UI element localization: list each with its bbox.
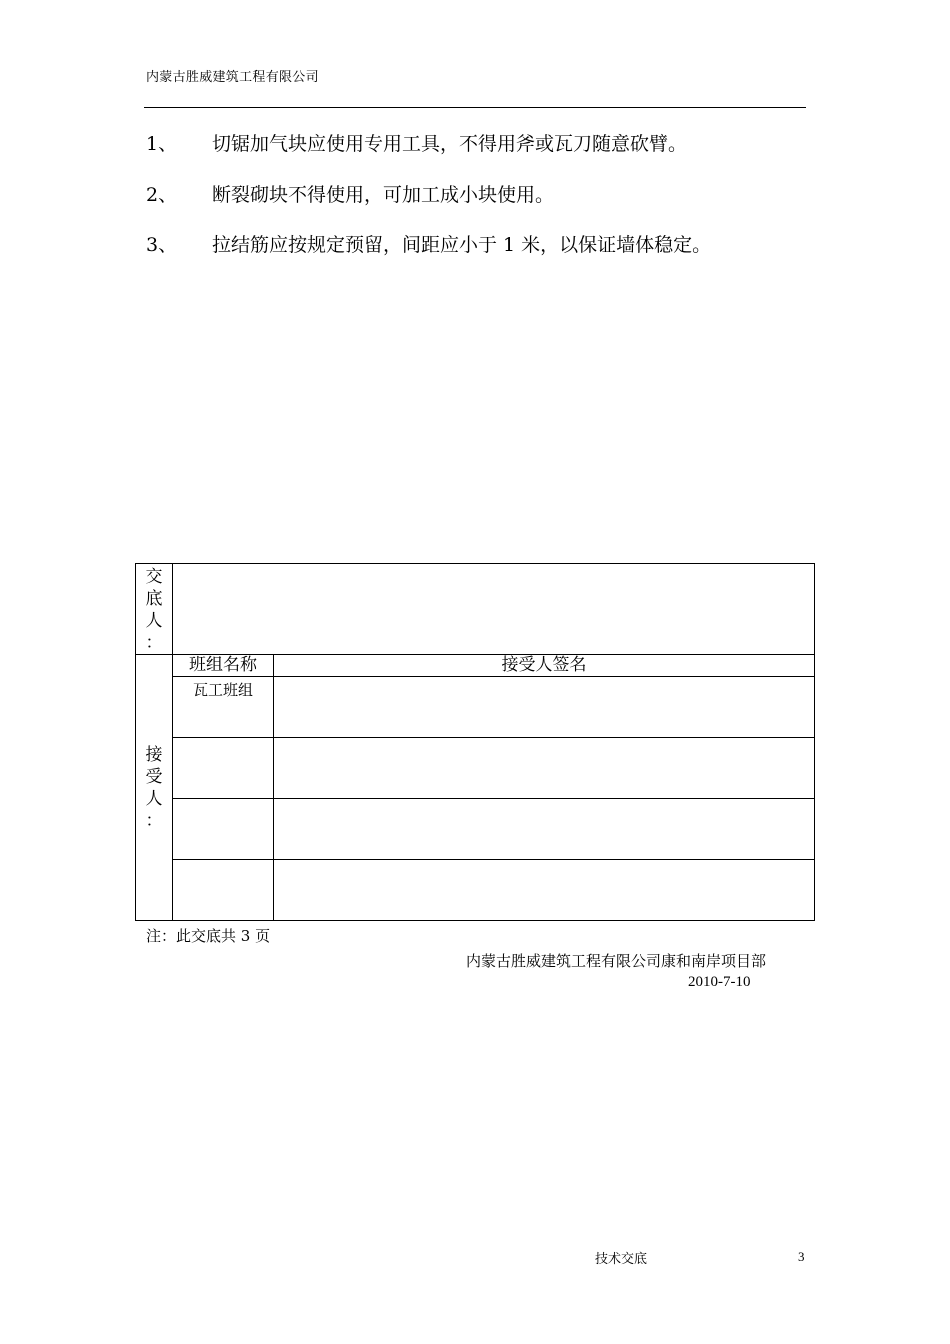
signature-table	[135, 563, 815, 921]
list-item	[146, 180, 554, 207]
footer-date: 2010-7-10	[688, 974, 751, 990]
team-name-cell[interactable]	[173, 860, 274, 921]
signature-cell[interactable]	[274, 677, 815, 738]
list-item	[146, 230, 711, 257]
table-row	[136, 738, 815, 799]
list-item	[146, 129, 687, 156]
team-name-cell[interactable]: 瓦工班组	[173, 677, 274, 738]
item-text: 拉结筋应按规定预留，间距应小于 1 米，以保证墙体稳定。	[212, 234, 712, 256]
signature-cell[interactable]	[274, 799, 815, 860]
team-name-header: 班组名称	[173, 655, 274, 677]
item-text: 切锯加气块应使用专用工具，不得用斧或瓦刀随意砍臂。	[212, 133, 688, 155]
page-footer-doc-type: 技术交底	[595, 1252, 648, 1267]
footer-company-dept: 内蒙古胜威建筑工程有限公司康和南岸项目部	[466, 952, 767, 970]
team-name-cell[interactable]	[173, 799, 274, 860]
signature-header: 接受人签名	[274, 655, 815, 677]
team-name-cell[interactable]	[173, 738, 274, 799]
table-row	[136, 860, 815, 921]
page-count-note: 注：此交底共 3 页	[146, 927, 271, 945]
header-company: 内蒙古胜威建筑工程有限公司	[146, 70, 319, 85]
item-text: 断裂砌块不得使用，可加工成小块使用。	[212, 184, 555, 206]
discloser-signature-cell[interactable]	[173, 564, 815, 655]
item-number: 3、	[146, 234, 178, 256]
discloser-label: 交 底 人 ：	[136, 564, 173, 655]
table-row	[136, 799, 815, 860]
item-number: 2、	[146, 184, 178, 206]
table-row	[136, 677, 815, 738]
header-divider	[144, 107, 806, 108]
receiver-label: 接 受 人 ：	[136, 655, 173, 921]
page-number: 3	[798, 1249, 805, 1264]
item-number: 1、	[146, 133, 178, 155]
signature-cell[interactable]	[274, 738, 815, 799]
signature-cell[interactable]	[274, 860, 815, 921]
